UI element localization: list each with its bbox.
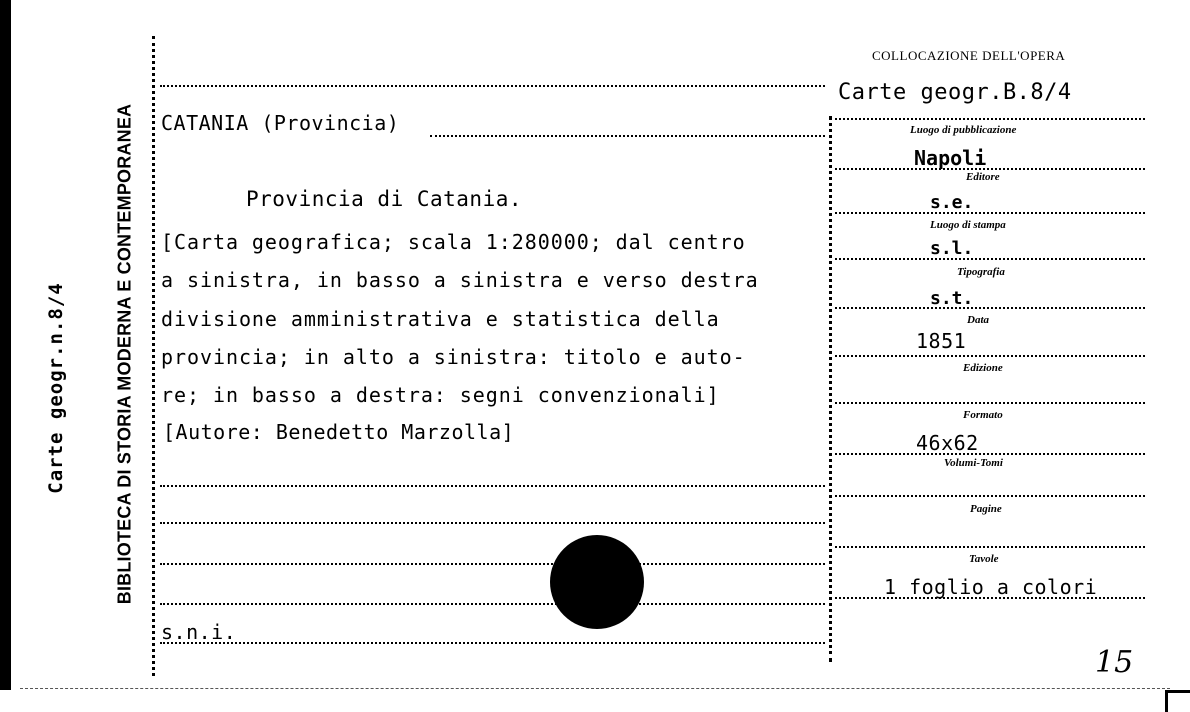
rule-line: [430, 135, 825, 137]
rule-line: [160, 522, 825, 524]
side-shelfmark: [36, 258, 76, 518]
plates-label: Tavole: [969, 553, 999, 565]
description-line-5: re; in basso a destra: segni convenzionali]: [161, 383, 720, 407]
place-label: Luogo di pubblicazione: [910, 124, 1017, 136]
left-margin-line: [152, 36, 155, 676]
card-heading: CATANIA (Provincia): [161, 111, 400, 135]
footer-note: s.n.i.: [161, 620, 237, 644]
handwritten-number: 15: [1095, 645, 1134, 680]
format-value: 46x62: [916, 431, 979, 455]
description-line-2: a sinistra, in basso a sinistra e verso destra: [161, 268, 759, 292]
card-author: [Autore: Benedetto Marzolla]: [163, 420, 515, 444]
rule-line: [835, 453, 1145, 455]
printer-value: s.t.: [930, 288, 974, 309]
location-header: COLLOCAZIONE DELL'OPERA: [872, 48, 1066, 63]
print-place-value: s.l.: [930, 238, 974, 259]
rule-line: [160, 603, 825, 605]
rule-line: [160, 85, 825, 87]
publisher-value: s.e.: [930, 192, 974, 213]
scan-edge-bar: [0, 0, 11, 690]
rule-line: [835, 118, 1145, 120]
library-name: [108, 88, 142, 620]
punch-hole: [550, 535, 644, 629]
pages-label: Pagine: [970, 503, 1002, 515]
shelfmark: Carte geogr.B.8/4: [838, 80, 1072, 105]
rule-line: [160, 642, 825, 644]
description-line-4: provincia; in alto a sinistra: titolo e auto-: [161, 345, 746, 369]
publisher-label: Editore: [966, 171, 1000, 183]
rule-line: [835, 258, 1145, 260]
place-value: Napoli: [914, 146, 987, 170]
rule-line: [835, 546, 1145, 548]
rule-line: [835, 402, 1145, 404]
side-shelfmark-text: Carte geogr.n.8/4: [45, 282, 67, 494]
rule-line: [835, 307, 1145, 309]
rule-line: [835, 355, 1145, 357]
rule-line: [160, 485, 825, 487]
plates-value: 1 foglio a colori: [884, 575, 1098, 599]
edition-label: Edizione: [963, 362, 1003, 374]
print-place-label: Luogo di stampa: [930, 219, 1006, 231]
rule-line: [835, 168, 1145, 170]
rule-line: [835, 212, 1145, 214]
printer-label: Tipografia: [957, 266, 1005, 278]
description-line-1: [Carta geografica; scala 1:280000; dal centro: [161, 230, 746, 254]
volumes-label: Volumi-Tomi: [944, 457, 1003, 469]
library-name-text: BIBLIOTECA DI STORIA MODERNA E CONTEMPORANEA: [114, 103, 135, 605]
format-label: Formato: [963, 409, 1003, 421]
rule-line: [160, 563, 825, 565]
card-title: Provincia di Catania.: [246, 187, 523, 211]
column-divider-line: [829, 116, 832, 662]
date-value: 1851: [916, 329, 967, 353]
description-line-3: divisione amministrativa e statistica della: [161, 307, 720, 331]
scan-bottom-line: [20, 688, 1170, 689]
date-label: Data: [967, 314, 989, 326]
rule-line: [835, 495, 1145, 497]
